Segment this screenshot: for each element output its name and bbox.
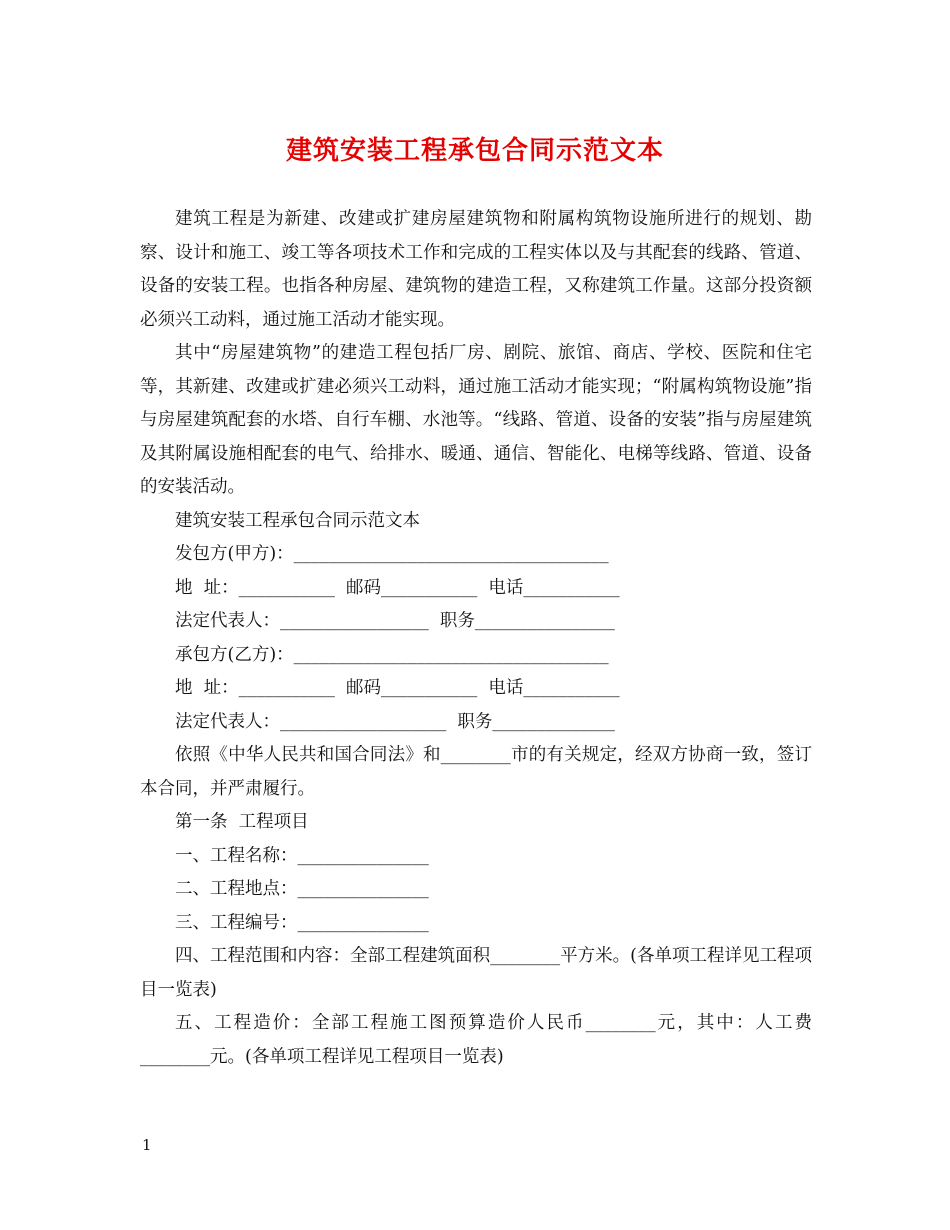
agreement-paragraph: 依照《中华人民共和国合同法》和________市的有关规定，经双方协商一致，签订本合同，并严肃履行。 xyxy=(140,745,812,799)
contract-title-line: 建筑安装工程承包合同示范文本 xyxy=(175,510,420,531)
project-location-field: 二、工程地点：_______________ xyxy=(175,879,429,899)
party-b-address-field: 地 址：___________ 邮码___________ 电话___________ xyxy=(175,678,620,698)
party-b-field: 承包方(乙方)：____________________________________ xyxy=(175,644,609,665)
party-b-representative-field: 法定代表人：___________________ 职务______________ xyxy=(175,711,615,732)
party-a-address-field: 地 址：___________ 邮码___________ 电话___________ xyxy=(175,577,620,598)
project-cost-paragraph: 五、工程造价：全部工程施工图预算造价人民币________元，其中：人工费________元。(各单项工程详见工程项目一览表) xyxy=(140,1013,812,1067)
project-number-field: 三、工程编号：_______________ xyxy=(175,912,429,933)
page-number: 1 xyxy=(142,1136,152,1154)
article-one-heading: 第一条 工程项目 xyxy=(175,812,309,832)
document-title: 建筑安装工程承包合同示范文本 xyxy=(285,136,664,166)
party-a-representative-field: 法定代表人：_________________ 职务________________ xyxy=(175,611,615,631)
party-a-field: 发包方(甲方)：____________________________________ xyxy=(175,544,609,564)
intro-paragraph: 建筑工程是为新建、改建或扩建房屋建筑物和附属构筑物设施所进行的规划、勘察、设计和施工、竣工等各项技术工作和完成的工程实体以及与其配套的线路、管道、设备的安装工程。也指各种房屋、建筑物的建造工程，又称建筑工作量。这部分投资额必须兴工动料，通过施工活动才能实现。 xyxy=(140,209,812,330)
project-scope-paragraph: 四、工程范围和内容：全部工程建筑面积________平方米。(各单项工程详见工程项目一览表) xyxy=(140,946,812,1000)
project-name-field: 一、工程名称：_______________ xyxy=(175,845,429,866)
definitions-paragraph: 其中“房屋建筑物”的建造工程包括厂房、剧院、旅馆、商店、学校、医院和住宅等，其新建、改建或扩建必须兴工动料，通过施工活动才能实现；“附属构筑物设施”指与房屋建筑配套的水塔、自行车棚、水池等。“线路、管道、设备的安装”指与房屋建筑及其附属设施相配套的电气、给排水、暖通、通信、智能化、电梯等线路、管道、设备的安装活动。 xyxy=(140,343,812,497)
document-body xyxy=(140,203,812,1074)
